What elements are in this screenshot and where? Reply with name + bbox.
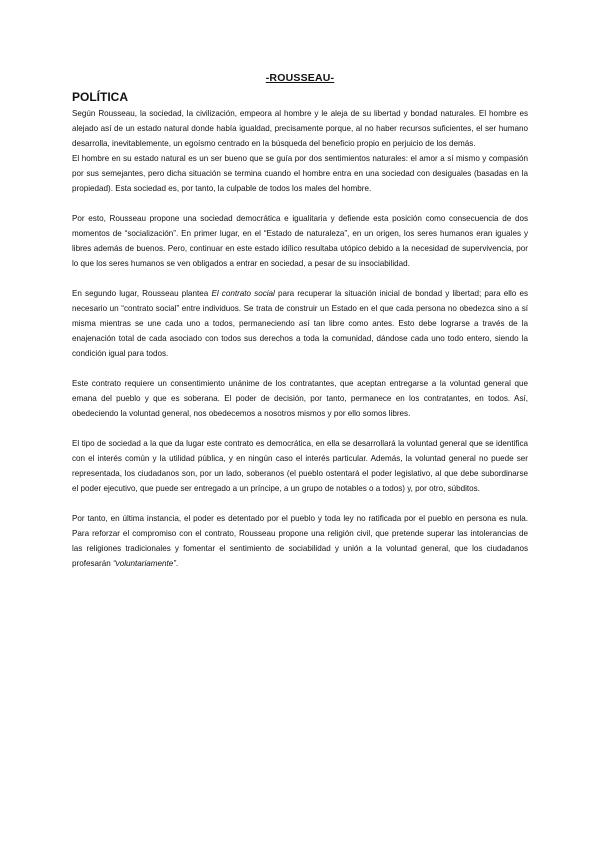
voluntariamente-emphasis: “voluntariamente” bbox=[112, 559, 176, 568]
paragraph-2: El hombre en su estado natural es un ser bueno que se guía por dos sentimientos naturales: el amor a sí mismo y compasión por sus semejantes, pero dicha situación se termina cuando el hombre entra en una sociedad con desiguales (basadas en la propiedad). Esta sociedad es, por tanto, la culpable de todos los males del hombre. bbox=[72, 154, 528, 193]
paragraph-6: El tipo de sociedad a la que da lugar este contrato es democrática, en ella se desarrollará la voluntad general que se identifica con el interés común y la utilidad pública, y en ningún caso el interés particular. Además, la voluntad general no puede ser representada, los ciudadanos son, por un lado, soberanos (el pueblo ostentará el poder legislativo, al que debe subordinarse el poder ejecutivo, que puede ser entregado a un príncipe, a un grupo de notables o a todos) y, por otro, súbditos. bbox=[72, 439, 528, 493]
section-heading: POLÍTICA bbox=[72, 90, 128, 104]
paragraph-4-text-end: para recuperar la situación inicial de bondad y libertad; para ello es necesario un “contrato social” entre individuos. Se trata de construir un Estado en el que cada persona no obedezca sino a sí misma mientras se une cada uno a todos, permaneciendo así tan libre como antes. Esto debe lograrse a través de la enajenación total de cada asociado con todos sus derechos a toda la comunidad, dándose cada uno todo entero, siendo la condición igual para todos. bbox=[72, 289, 528, 358]
paragraph-5: Este contrato requiere un consentimiento unánime de los contratantes, que aceptan entregarse a la voluntad general que emana del pueblo y que es soberana. El poder de decisión, por tanto, permanece en los contratantes, en todos. Así, obedeciendo la voluntad general, nos obedecemos a nosotros mismos y por ello somos libres. bbox=[72, 379, 528, 418]
paragraph-7-text-end: . bbox=[175, 559, 179, 568]
document-page bbox=[72, 72, 528, 571]
paragraph-4-text-start: En segundo lugar, Rousseau plantea bbox=[72, 289, 212, 298]
paragraph-7-text-start: Por tanto, en última instancia, el poder es detentado por el pueblo y toda ley no ratificada por el pueblo en persona es nula. Para reforzar el compromiso con el contrato, Rousseau propone una religión civil, que pretende superar las intolerancias de las religiones tradicionales y fomentar el sentimiento de sociabilidad y unión a la voluntad general, que los ciudadanos profesarán bbox=[72, 514, 528, 568]
book-title-contrato-social: El contrato social bbox=[211, 289, 275, 298]
document-title: -ROUSSEAU- bbox=[265, 72, 335, 84]
paragraph-1: Según Rousseau, la sociedad, la civilización, empeora al hombre y le aleja de su libertad y bondad naturales. El hombre es alejado así de un estado natural donde había igualdad, precisamente porque, al no haber recursos suficientes, el ser humano desarrolla, inevitablemente, un egoísmo centrado en la búsqueda del beneficio propio en perjuicio de los demás. bbox=[72, 109, 528, 148]
paragraph-3: Por esto, Rousseau propone una sociedad democrática e igualitaria y defiende esta posición como consecuencia de dos momentos de “socialización”. En primer lugar, en el “Estado de naturaleza”, en un origen, los seres humanos eran iguales y libres además de buenos. Pero, continuar en este estado idílico resultaba utópico debido a la necesidad de supervivencia, por lo que los seres humanos se ven obligados a entrar en sociedad, a pesar de su insociabilidad. bbox=[72, 214, 528, 268]
paragraph-4 bbox=[72, 286, 528, 361]
paragraph-7 bbox=[72, 511, 528, 571]
